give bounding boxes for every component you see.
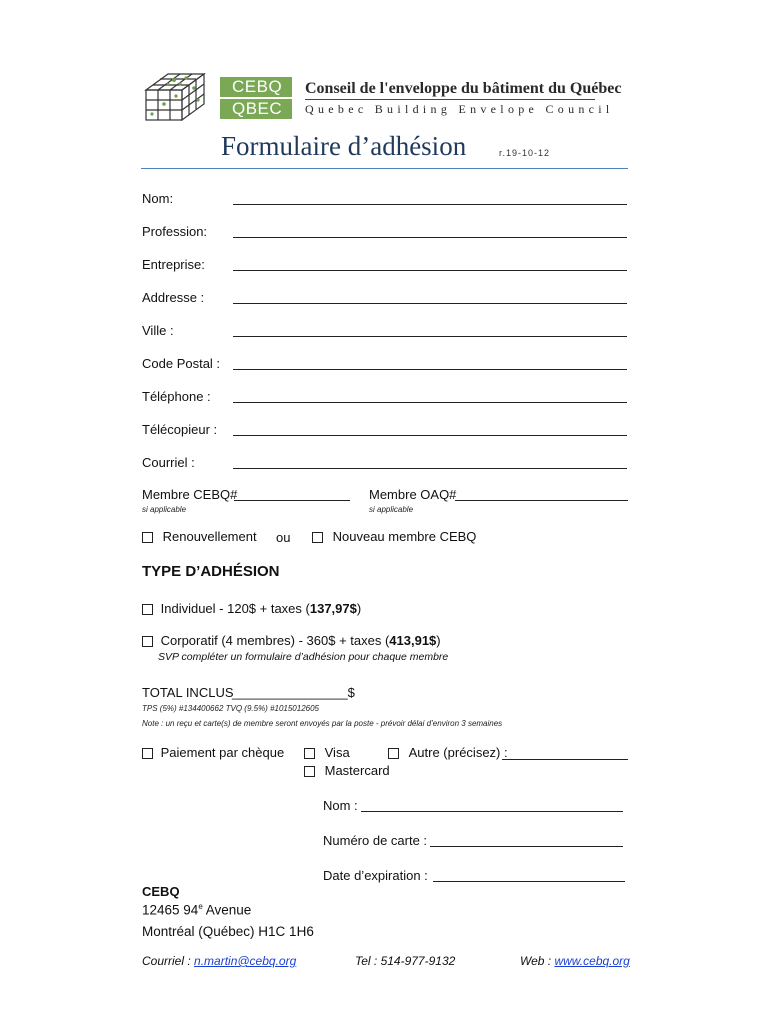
cube-logo-icon xyxy=(138,66,216,126)
renewal-checkbox[interactable] xyxy=(142,532,153,543)
logo-qbec-text: QBEC xyxy=(232,99,283,118)
footer-email xyxy=(142,954,296,968)
revision-code: r.19-10-12 xyxy=(499,148,551,158)
visa-option[interactable] xyxy=(304,745,350,760)
street-rest: Avenue xyxy=(202,902,252,918)
new-member-checkbox[interactable] xyxy=(312,532,323,543)
expiry-field[interactable] xyxy=(433,881,625,882)
other-label: Autre (précisez) : xyxy=(408,745,508,760)
street-number: 12465 94 xyxy=(142,902,199,918)
card-number-field[interactable] xyxy=(430,846,623,847)
form-title: Formulaire d’adhésion xyxy=(221,131,467,161)
field-input-line[interactable] xyxy=(233,237,627,238)
oaq-if-applicable: si applicable xyxy=(369,505,414,514)
corporate-total: 413,91$ xyxy=(389,633,437,648)
new-member-label: Nouveau membre CEBQ xyxy=(332,529,477,544)
visa-checkbox[interactable] xyxy=(304,748,315,759)
cardholder-name-label: Nom : xyxy=(323,798,358,813)
footer-web-label: Web : xyxy=(520,954,555,968)
other-checkbox[interactable] xyxy=(388,748,399,759)
title-rule xyxy=(141,168,628,169)
oaq-member-field[interactable] xyxy=(455,500,628,501)
or-text: ou xyxy=(276,530,291,545)
expiry-label: Date d’expiration : xyxy=(323,868,428,883)
mastercard-option[interactable] xyxy=(304,763,390,778)
street-superscript: e xyxy=(198,902,203,911)
mastercard-checkbox[interactable] xyxy=(304,766,315,777)
membership-type-heading: TYPE D’ADHÉSION xyxy=(142,563,280,580)
shipping-note: Note : un reçu et carte(s) de membre seront envoyés par la poste - prévoir délai d’environ 3 semaines xyxy=(142,719,503,728)
field-input-line[interactable] xyxy=(233,435,627,436)
cebq-member-label: Membre CEBQ# xyxy=(142,487,238,502)
org-name-fr: Conseil de l'enveloppe du bâtiment du Québec xyxy=(305,80,622,97)
corporate-checkbox[interactable] xyxy=(142,636,153,647)
other-option[interactable] xyxy=(388,745,508,760)
field-label: Télécopieur : xyxy=(142,422,218,437)
field-label: Code Postal : xyxy=(142,356,221,371)
individual-option[interactable] xyxy=(142,601,361,616)
field-label: Téléphone : xyxy=(142,389,211,404)
mastercard-label: Mastercard xyxy=(324,763,390,778)
total-label: TOTAL INCLUS xyxy=(142,685,234,700)
individual-suffix: ) xyxy=(356,601,362,616)
corporate-note: SVP compléter un formulaire d’adhésion pour chaque membre xyxy=(158,651,449,663)
individual-checkbox[interactable] xyxy=(142,604,153,615)
cebq-member-field[interactable] xyxy=(234,500,350,501)
individual-total: 137,97$ xyxy=(309,601,357,616)
footer-email-link[interactable]: n.martin@cebq.org xyxy=(194,954,297,968)
field-label: Addresse : xyxy=(142,290,205,305)
individual-prefix: Individuel - 120$ + taxes ( xyxy=(160,601,310,616)
field-label: Ville : xyxy=(142,323,174,338)
corporate-option[interactable] xyxy=(142,633,441,648)
field-label: Profession: xyxy=(142,224,208,239)
org-name-en: Quebec Building Envelope Council xyxy=(305,102,614,116)
new-member-option[interactable] xyxy=(312,529,476,544)
field-input-line[interactable] xyxy=(233,336,627,337)
field-label: Nom: xyxy=(142,191,174,206)
footer-web xyxy=(520,954,630,968)
address-city: Montréal (Québec) H1C 1H6 xyxy=(142,924,314,939)
cebq-if-applicable: si applicable xyxy=(142,505,187,514)
field-input-line[interactable] xyxy=(233,402,627,403)
renewal-option[interactable] xyxy=(142,529,257,544)
cheque-label: Paiement par chèque xyxy=(160,745,285,760)
cheque-option[interactable] xyxy=(142,745,284,760)
corporate-suffix: ) xyxy=(436,633,441,648)
corporate-prefix: Corporatif (4 membres) - 360$ + taxes ( xyxy=(160,633,390,648)
oaq-member-label: Membre OAQ# xyxy=(369,487,457,502)
field-input-line[interactable] xyxy=(233,303,627,304)
address-street xyxy=(142,902,251,918)
other-field[interactable] xyxy=(502,759,628,760)
total-field[interactable]: ________________$ xyxy=(232,685,355,700)
card-number-label: Numéro de carte : xyxy=(323,833,428,848)
footer-email-label: Courriel : xyxy=(142,954,195,968)
cardholder-name-field[interactable] xyxy=(361,811,623,812)
logo-cebq-text: CEBQ xyxy=(232,77,283,96)
org-name-divider xyxy=(305,99,595,100)
logo-cebq-box xyxy=(220,77,292,97)
address-org: CEBQ xyxy=(142,884,180,899)
footer-web-link[interactable]: www.cebq.org xyxy=(554,954,630,968)
footer-tel: Tel : 514-977-9132 xyxy=(355,954,456,968)
tax-numbers: TPS (5%) #134400662 TVQ (9.5%) #1015012605 xyxy=(142,704,320,713)
field-label: Courriel : xyxy=(142,455,195,470)
field-input-line[interactable] xyxy=(233,204,627,205)
field-input-line[interactable] xyxy=(233,270,627,271)
field-input-line[interactable] xyxy=(233,369,627,370)
renewal-label: Renouvellement xyxy=(162,529,257,544)
logo-qbec-box xyxy=(220,99,292,119)
field-label: Entreprise: xyxy=(142,257,205,272)
field-input-line[interactable] xyxy=(233,468,627,469)
cheque-checkbox[interactable] xyxy=(142,748,153,759)
visa-label: Visa xyxy=(324,745,350,760)
